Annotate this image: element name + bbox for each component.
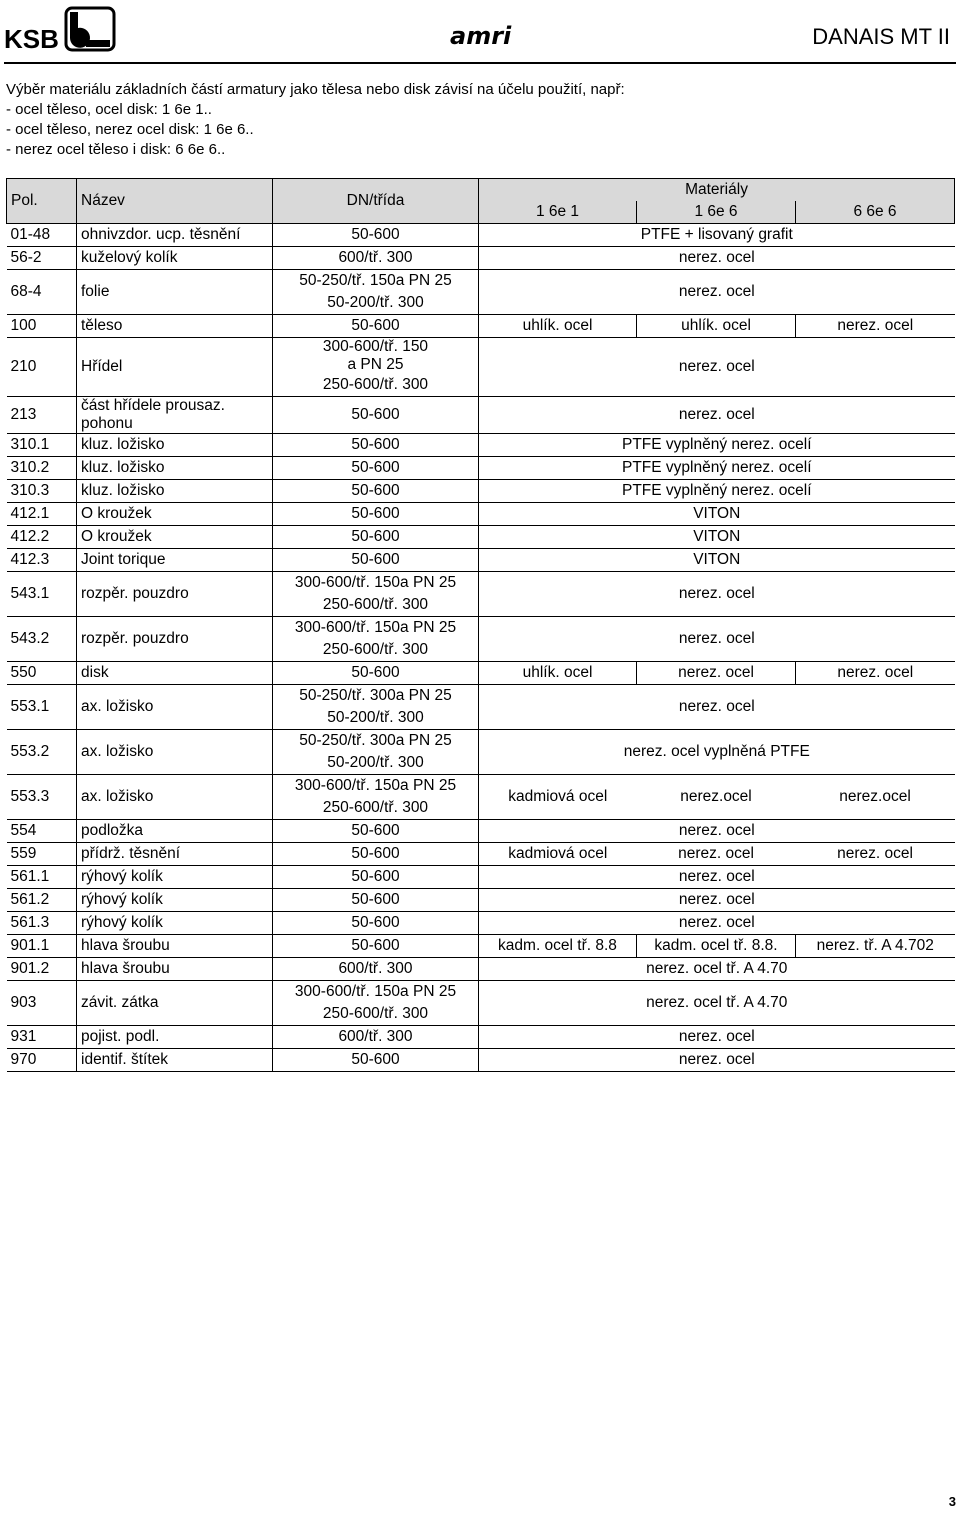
cell-material-1: kadmiová ocel — [479, 775, 637, 820]
cell-dn: 50-600 — [273, 503, 479, 526]
cell-dn: 50-600 — [273, 457, 479, 480]
cell-material-3: nerez. ocel — [796, 662, 955, 685]
table-row — [7, 685, 955, 708]
cell-material: nerez. ocel tř. A 4.70 — [479, 981, 955, 1026]
cell-name: identif. štítek — [77, 1049, 273, 1072]
cell-pol: 213 — [7, 397, 77, 434]
cell-name-line: pohonu — [81, 415, 133, 432]
table-row — [7, 866, 955, 889]
cell-dn: 250-600/tř. 300 — [273, 1003, 479, 1026]
intro-text — [6, 80, 625, 160]
table-row — [7, 935, 955, 958]
intro-line: Výběr materiálu základních částí armatury jako tělesa nebo disk závisí na účelu použití, např: — [6, 81, 625, 98]
cell-material: nerez. ocel — [479, 912, 955, 935]
cell-name: ax. ložisko — [77, 730, 273, 775]
header-pol: Pol. — [7, 179, 77, 224]
header-material-2: 1 6e 6 — [637, 201, 796, 224]
cell-dn: 600/tř. 300 — [273, 1026, 479, 1049]
amri-logo-text: amri — [450, 22, 512, 48]
cell-material: nerez. ocel — [479, 338, 955, 397]
cell-material: PTFE vyplněný nerez. ocelí — [479, 457, 955, 480]
cell-pol: 903 — [7, 981, 77, 1026]
cell-pol: 553.1 — [7, 685, 77, 730]
cell-dn: 300-600/tř. 150a PN 25 — [273, 572, 479, 595]
cell-name: Joint torique — [77, 549, 273, 572]
cell-dn: 50-600 — [273, 935, 479, 958]
cell-name: kuželový kolík — [77, 247, 273, 270]
table-row — [7, 572, 955, 595]
cell-pol: 553.2 — [7, 730, 77, 775]
cell-name: závit. zátka — [77, 981, 273, 1026]
table-row — [7, 1026, 955, 1049]
cell-material: nerez. ocel — [479, 685, 955, 730]
cell-dn: 250-600/tř. 300 — [273, 639, 479, 662]
cell-name: folie — [77, 270, 273, 315]
table-row — [7, 224, 955, 247]
cell-dn: 50-600 — [273, 549, 479, 572]
cell-dn: 50-200/tř. 300 — [273, 752, 479, 775]
cell-pol: 412.3 — [7, 549, 77, 572]
materials-table — [6, 178, 955, 1072]
table-row — [7, 457, 955, 480]
cell-pol: 56-2 — [7, 247, 77, 270]
cell-name: hlava šroubu — [77, 935, 273, 958]
table-row — [7, 958, 955, 981]
cell-material-1: uhlík. ocel — [479, 662, 637, 685]
cell-dn: 50-600 — [273, 224, 479, 247]
cell-dn: 50-600 — [273, 434, 479, 457]
cell-dn: 300-600/tř. 150a PN 25 — [273, 617, 479, 640]
cell-name: podložka — [77, 820, 273, 843]
cell-pol: 550 — [7, 662, 77, 685]
cell-material: nerez. ocel — [479, 820, 955, 843]
cell-material-3: nerez. tř. A 4.702 — [796, 935, 955, 958]
cell-material-1: uhlík. ocel — [479, 315, 637, 338]
cell-name — [77, 397, 273, 434]
cell-pol: 310.3 — [7, 480, 77, 503]
intro-line: - ocel těleso, nerez ocel disk: 1 6e 6.. — [6, 121, 254, 138]
cell-pol: 412.1 — [7, 503, 77, 526]
cell-name: hlava šroubu — [77, 958, 273, 981]
cell-name: ax. ložisko — [77, 775, 273, 820]
cell-pol: 561.3 — [7, 912, 77, 935]
cell-name-line: část hřídele prousaz. — [81, 397, 225, 414]
cell-dn: 300-600/tř. 150a PN 25 — [273, 775, 479, 798]
cell-material: nerez. ocel — [479, 572, 955, 617]
cell-material-1: kadmiová ocel — [479, 843, 637, 866]
intro-line: - nerez ocel těleso i disk: 6 6e 6.. — [6, 141, 226, 158]
cell-dn: 50-600 — [273, 1049, 479, 1072]
header-material-1: 1 6e 1 — [479, 201, 637, 224]
table-row — [7, 981, 955, 1004]
cell-dn: 300-600/tř. 150a PN 25 — [273, 981, 479, 1004]
cell-dn: 50-250/tř. 300a PN 25 — [273, 730, 479, 753]
cell-pol: 543.2 — [7, 617, 77, 662]
cell-material-2: uhlík. ocel — [637, 315, 796, 338]
cell-material-3: nerez. ocel — [796, 843, 955, 866]
cell-dn: 50-600 — [273, 889, 479, 912]
cell-material: nerez. ocel — [479, 866, 955, 889]
table-row — [7, 434, 955, 457]
cell-dn: 50-600 — [273, 662, 479, 685]
cell-material: nerez. ocel tř. A 4.70 — [479, 958, 955, 981]
table-row — [7, 315, 955, 338]
header-nazev: Název — [77, 179, 273, 224]
cell-dn: 50-600 — [273, 397, 479, 434]
cell-dn: 50-600 — [273, 480, 479, 503]
cell-dn: 50-200/tř. 300 — [273, 707, 479, 730]
cell-name: ohnivzdor. ucp. těsnění — [77, 224, 273, 247]
cell-dn: 50-600 — [273, 912, 479, 935]
cell-pol: 561.2 — [7, 889, 77, 912]
intro-line: - ocel těleso, ocel disk: 1 6e 1.. — [6, 101, 212, 118]
cell-name: rozpěr. pouzdro — [77, 572, 273, 617]
cell-material-2: nerez. ocel — [637, 843, 796, 866]
cell-pol: 01-48 — [7, 224, 77, 247]
cell-dn: 50-200/tř. 300 — [273, 292, 479, 315]
cell-dn — [273, 338, 479, 375]
cell-material: nerez. ocel — [479, 247, 955, 270]
cell-pol: 210 — [7, 338, 77, 397]
cell-pol: 100 — [7, 315, 77, 338]
page-number: 3 — [948, 1494, 956, 1509]
table-row — [7, 730, 955, 753]
cell-name: pojist. podl. — [77, 1026, 273, 1049]
header-dn: DN/třída — [273, 179, 479, 224]
table-row — [7, 820, 955, 843]
cell-dn: 50-600 — [273, 526, 479, 549]
amri-logo — [450, 22, 512, 53]
cell-name: těleso — [77, 315, 273, 338]
table-row — [7, 617, 955, 640]
cell-material: nerez. ocel — [479, 889, 955, 912]
cell-dn: 600/tř. 300 — [273, 958, 479, 981]
cell-material: nerez. ocel — [479, 1026, 955, 1049]
cell-name: ax. ložisko — [77, 685, 273, 730]
cell-material-1: kadm. ocel tř. 8.8 — [479, 935, 637, 958]
cell-dn-line: 300-600/tř. 150 — [322, 338, 429, 355]
cell-pol: 310.1 — [7, 434, 77, 457]
document-title: DANAIS MT II — [812, 24, 950, 49]
cell-dn: 250-600/tř. 300 — [273, 374, 479, 397]
table-row — [7, 338, 955, 375]
header-rule — [4, 62, 956, 64]
cell-material: PTFE vyplněný nerez. ocelí — [479, 480, 955, 503]
table-row — [7, 775, 955, 798]
table-row — [7, 526, 955, 549]
cell-material: nerez. ocel — [479, 397, 955, 434]
cell-dn: 50-600 — [273, 843, 479, 866]
cell-pol: 901.1 — [7, 935, 77, 958]
table-row — [7, 662, 955, 685]
cell-pol: 559 — [7, 843, 77, 866]
cell-material: PTFE vyplněný nerez. ocelí — [479, 434, 955, 457]
cell-name: kluz. ložisko — [77, 434, 273, 457]
table-row — [7, 549, 955, 572]
page-header — [0, 0, 960, 62]
cell-name: O kroužek — [77, 503, 273, 526]
table-row — [7, 247, 955, 270]
header-materials: Materiály — [479, 179, 955, 202]
cell-dn: 50-250/tř. 150a PN 25 — [273, 270, 479, 293]
table-header-row — [7, 179, 955, 202]
cell-pol: 412.2 — [7, 526, 77, 549]
cell-pol: 554 — [7, 820, 77, 843]
cell-material: VITON — [479, 503, 955, 526]
cell-material-2: nerez.ocel — [637, 775, 796, 820]
cell-name: rýhový kolík — [77, 866, 273, 889]
cell-material-2: nerez. ocel — [637, 662, 796, 685]
cell-pol: 931 — [7, 1026, 77, 1049]
cell-material: VITON — [479, 526, 955, 549]
cell-name: kluz. ložisko — [77, 457, 273, 480]
cell-dn: 600/tř. 300 — [273, 247, 479, 270]
cell-name: O kroužek — [77, 526, 273, 549]
header-material-3: 6 6e 6 — [796, 201, 955, 224]
cell-pol: 543.1 — [7, 572, 77, 617]
cell-name: disk — [77, 662, 273, 685]
table-row — [7, 912, 955, 935]
cell-material: nerez. ocel — [479, 1049, 955, 1072]
cell-name: rýhový kolík — [77, 912, 273, 935]
cell-name: rozpěr. pouzdro — [77, 617, 273, 662]
cell-dn: 50-600 — [273, 820, 479, 843]
cell-pol: 970 — [7, 1049, 77, 1072]
cell-material: PTFE + lisovaný grafit — [479, 224, 955, 247]
table-row — [7, 270, 955, 293]
table-row — [7, 889, 955, 912]
cell-name: kluz. ložisko — [77, 480, 273, 503]
cell-pol: 310.2 — [7, 457, 77, 480]
cell-name: Hřídel — [77, 338, 273, 397]
table-row — [7, 503, 955, 526]
cell-material: VITON — [479, 549, 955, 572]
cell-dn-line: a PN 25 — [347, 356, 404, 373]
table-row — [7, 843, 955, 866]
cell-pol: 68-4 — [7, 270, 77, 315]
table-row — [7, 480, 955, 503]
cell-dn: 50-600 — [273, 315, 479, 338]
cell-name: rýhový kolík — [77, 889, 273, 912]
cell-dn: 50-250/tř. 300a PN 25 — [273, 685, 479, 708]
cell-dn: 250-600/tř. 300 — [273, 594, 479, 617]
cell-material: nerez. ocel vyplněná PTFE — [479, 730, 955, 775]
cell-name: přídrž. těsnění — [77, 843, 273, 866]
cell-pol: 553.3 — [7, 775, 77, 820]
cell-material-2: kadm. ocel tř. 8.8. — [637, 935, 796, 958]
table-row — [7, 397, 955, 434]
cell-material: nerez. ocel — [479, 617, 955, 662]
ksb-logo — [4, 6, 116, 57]
cell-pol: 561.1 — [7, 866, 77, 889]
ksb-logo-text: KSB — [4, 24, 59, 52]
cell-material: nerez. ocel — [479, 270, 955, 315]
cell-material-3: nerez.ocel — [796, 775, 955, 820]
cell-pol: 901.2 — [7, 958, 77, 981]
cell-material-3: nerez. ocel — [796, 315, 955, 338]
cell-dn: 250-600/tř. 300 — [273, 797, 479, 820]
cell-dn: 50-600 — [273, 866, 479, 889]
table-row — [7, 1049, 955, 1072]
